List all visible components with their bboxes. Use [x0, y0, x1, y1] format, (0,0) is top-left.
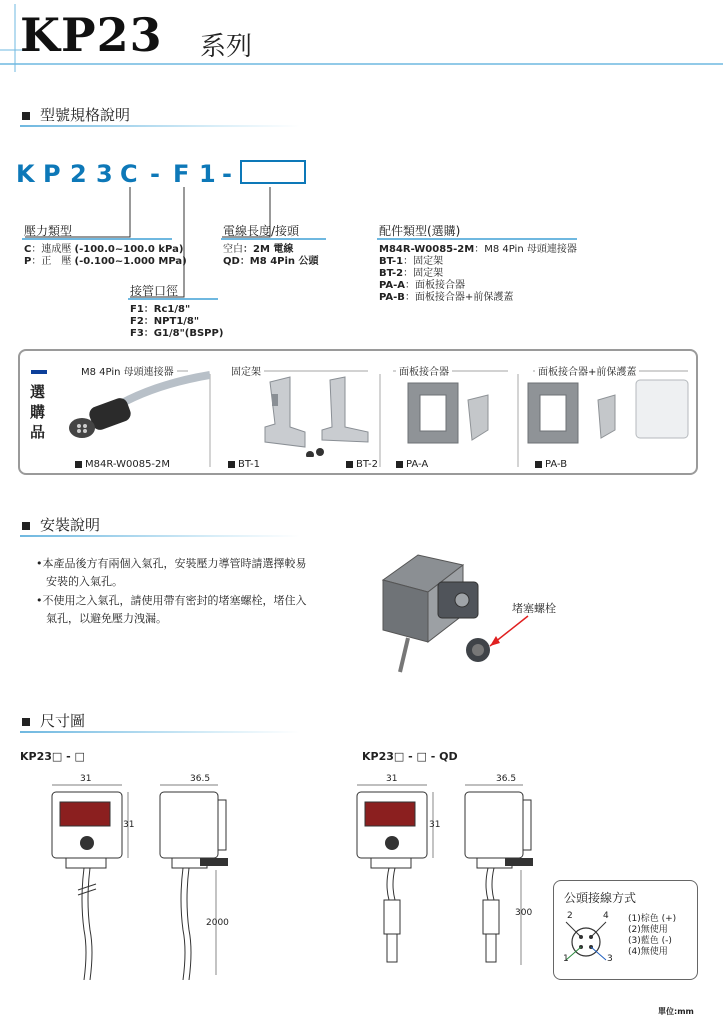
pin-4-label: 4 [603, 911, 609, 921]
section-title-installation: 安裝說明 [22, 514, 100, 535]
dimension-drawing-standard [40, 770, 240, 980]
model-code-char: F [173, 160, 190, 188]
port-size-underline [128, 298, 218, 300]
section-underline [20, 731, 300, 733]
pressure-type-underline [22, 238, 172, 240]
section-underline [20, 535, 300, 537]
code-connector-lines [0, 180, 723, 300]
pin-3-label: 3 [607, 954, 613, 964]
unit-label: 單位:mm [658, 1007, 694, 1016]
dim-height-right: 31 [429, 820, 441, 830]
wiring-title: 公頭接線方式 [564, 891, 637, 905]
drawing-title-right: KP23□ - □ - QD [362, 750, 458, 763]
dim-depth-right: 36.5 [496, 774, 517, 784]
cable-list: 空白：2M 電線 QD：M8 4Pin 公頭 [223, 244, 319, 267]
model-code-char: 2 [70, 160, 87, 188]
section-underline [20, 125, 300, 127]
caption-bracket: 固定架 [228, 363, 264, 378]
code-connector: M84R-W0085-2M [75, 459, 170, 470]
code-pa-b: PA-B [535, 459, 567, 470]
header-series: 系列 [200, 32, 253, 62]
caption-connector: M8 4Pin 母頭連接器 [78, 363, 177, 378]
section-title-dimensions: 尺寸圖 [22, 710, 85, 731]
plug-label: 堵塞螺栓 [512, 602, 556, 615]
pin-1-label: 1 [563, 954, 569, 964]
model-code-char: K [16, 160, 35, 188]
caption-panel-adapter: 面板接合器 [396, 363, 452, 378]
pin-2-label: 2 [567, 911, 573, 921]
wiring-legend: (1)棕色 (+) (2)無使用 (3)藍色 (-) (4)無使用 [628, 914, 677, 957]
installation-bullet-1: •本產品後方有兩個入氣孔，安裝壓力導管時請選擇較易 安裝的入氣孔。 [36, 557, 307, 588]
model-code-char: P [43, 160, 61, 188]
drawing-title-left: KP23□ - □ [20, 750, 85, 763]
dim-cable-length: 2000 [206, 918, 229, 928]
port-size-list: F1：Rc1/8" F2：NPT1/8" F3：G1/8"(BSPP) [130, 304, 224, 339]
code-pa-a: PA-A [396, 459, 428, 470]
dim-qd-length: 300 [515, 908, 533, 918]
installation-bullet-2: •不使用之入氣孔，請使用帶有密封的堵塞螺栓，堵住入 氣孔，以避免壓力洩漏。 [36, 594, 307, 625]
model-code-char: 1 [199, 160, 216, 188]
bracket-image [250, 372, 380, 457]
dim-depth-left: 36.5 [190, 774, 211, 784]
dim-width-left: 31 [80, 774, 92, 784]
panel-adapter-image [400, 375, 510, 455]
accessory-type-list: M84R-W0085-2M：M8 4Pin 母頭連接器 BT-1：固定架 BT-2：固定架 PA-A：面板接合器 PA-B：面板接合器+前保護蓋 [379, 244, 577, 303]
accessory-type-title: 配件類型(選購) [379, 224, 461, 238]
port-size-title: 接管口徑 [130, 284, 179, 298]
code-bt1: BT-1 [228, 459, 260, 470]
cable-underline [221, 238, 326, 240]
dim-width-right: 31 [386, 774, 398, 784]
connector-image [60, 370, 210, 455]
model-code-char: - [222, 160, 232, 188]
dim-height-left: 31 [123, 820, 135, 830]
section-title-model-spec: 型號規格說明 [22, 104, 130, 125]
header-model: KP23 [20, 8, 163, 62]
model-code-char: C [120, 160, 138, 188]
optional-side-label: 選 購 品 [30, 383, 46, 441]
panel-adapter-cover-image [523, 375, 693, 455]
pressure-type-title: 壓力類型 [24, 224, 73, 238]
model-code-char: 3 [96, 160, 113, 188]
cable-title: 電線長度/接頭 [223, 224, 300, 238]
pressure-type-list: C：連成壓 (-100.0~100.0 kPa) P：正 壓 (-0.100~1.000 MPa) [24, 244, 187, 267]
model-code-char: - [150, 160, 160, 188]
caption-panel-adapter-cover: 面板接合器+前保護蓋 [535, 363, 639, 378]
dimension-drawing-qd [345, 770, 555, 970]
code-bt2: BT-2 [346, 459, 378, 470]
accessory-type-underline [377, 238, 577, 240]
